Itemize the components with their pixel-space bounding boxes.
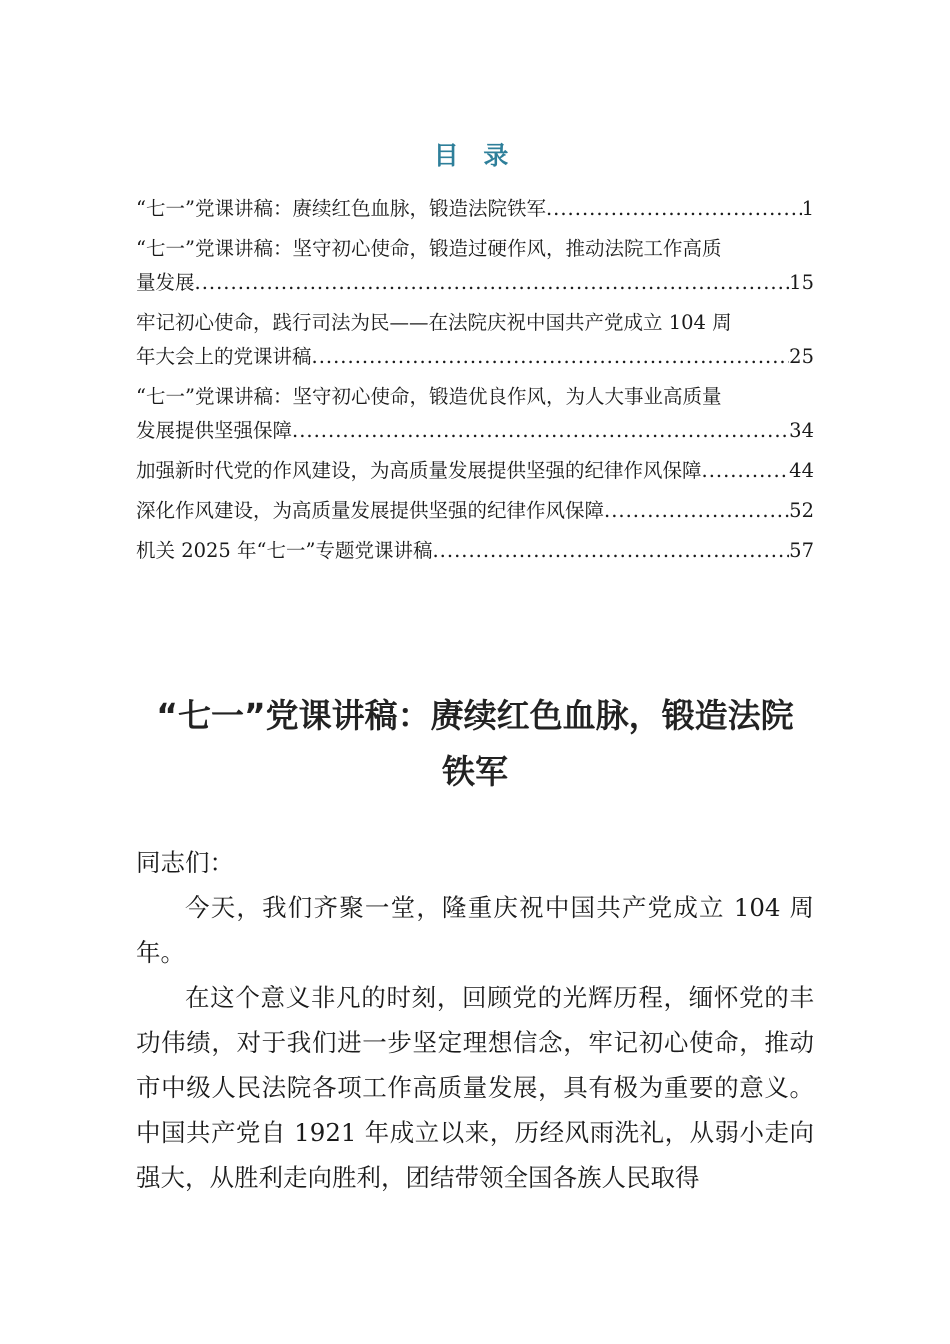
toc-page-number: 34 — [789, 419, 814, 442]
toc-entry-text: 年大会上的党课讲稿 — [136, 345, 312, 368]
toc-entry-5[interactable] — [136, 454, 814, 488]
toc-leader-dots — [432, 534, 789, 568]
toc-page-number: 25 — [789, 345, 814, 368]
toc-entry-text: 机关 2025 年“七一”专题党课讲稿 — [136, 539, 433, 562]
toc-entry-text: “七一”党课讲稿：坚守初心使命，锻造过硬作风，推动法院工作高质 — [136, 237, 722, 260]
table-of-contents — [136, 192, 814, 574]
toc-entry-text: 牢记初心使命，践行司法为民——在法院庆祝中国共产党成立 104 周 — [136, 311, 732, 334]
toc-entry-6[interactable] — [136, 494, 814, 528]
toc-entry-7[interactable] — [136, 534, 814, 568]
toc-page-number: 1 — [801, 197, 814, 220]
article-title-line: 铁军 — [442, 752, 508, 791]
toc-entry-text: “七一”党课讲稿：赓续红色血脉，锻造法院铁军 — [136, 197, 546, 220]
toc-entry-text: 加强新时代党的作风建设，为高质量发展提供坚强的纪律作风保障 — [136, 459, 702, 482]
toc-entry-text: 量发展 — [136, 271, 195, 294]
toc-entry-1[interactable] — [136, 192, 814, 226]
toc-entry-4[interactable] — [136, 380, 814, 448]
toc-entry-text: 深化作风建设，为高质量发展提供坚强的纪律作风保障 — [136, 499, 605, 522]
toc-entry-text: 发展提供坚强保障 — [136, 419, 293, 442]
toc-page-number: 52 — [789, 499, 814, 522]
toc-leader-dots — [195, 266, 790, 300]
toc-leader-dots — [702, 454, 790, 488]
toc-entry-3[interactable] — [136, 306, 814, 374]
toc-entry-2[interactable] — [136, 232, 814, 300]
toc-entry-text: “七一”党课讲稿：坚守初心使命，锻造优良作风，为人大事业高质量 — [136, 385, 722, 408]
paragraph: 在这个意义非凡的时刻，回顾党的光辉历程，缅怀党的丰功伟绩，对于我们进一步坚定理想信念，牢记初心使命，推动市中级人民法院各项工作高质量发展，具有极为重要的意义。中国共产党自 1921 年成立以来，历经风雨洗礼，从弱小走向强大，从胜利走向胜利，团结带领全国各族人民取得 — [136, 983, 814, 1192]
salutation: 同志们： — [136, 848, 234, 877]
toc-page-number: 57 — [789, 539, 814, 562]
article-title — [130, 688, 820, 800]
toc-leader-dots — [604, 494, 789, 528]
toc-title: 目 录 — [433, 141, 517, 170]
toc-leader-dots — [312, 340, 790, 374]
toc-page-number: 44 — [789, 459, 814, 482]
paragraph: 今天，我们齐聚一堂，隆重庆祝中国共产党成立 104 周年。 — [136, 893, 814, 967]
toc-leader-dots — [292, 414, 789, 448]
article-body — [136, 840, 814, 1200]
toc-leader-dots — [546, 192, 802, 226]
toc-page-number: 15 — [789, 271, 814, 294]
article-title-line: “七一”党课讲稿：赓续红色血脉，锻造法院 — [156, 696, 794, 735]
